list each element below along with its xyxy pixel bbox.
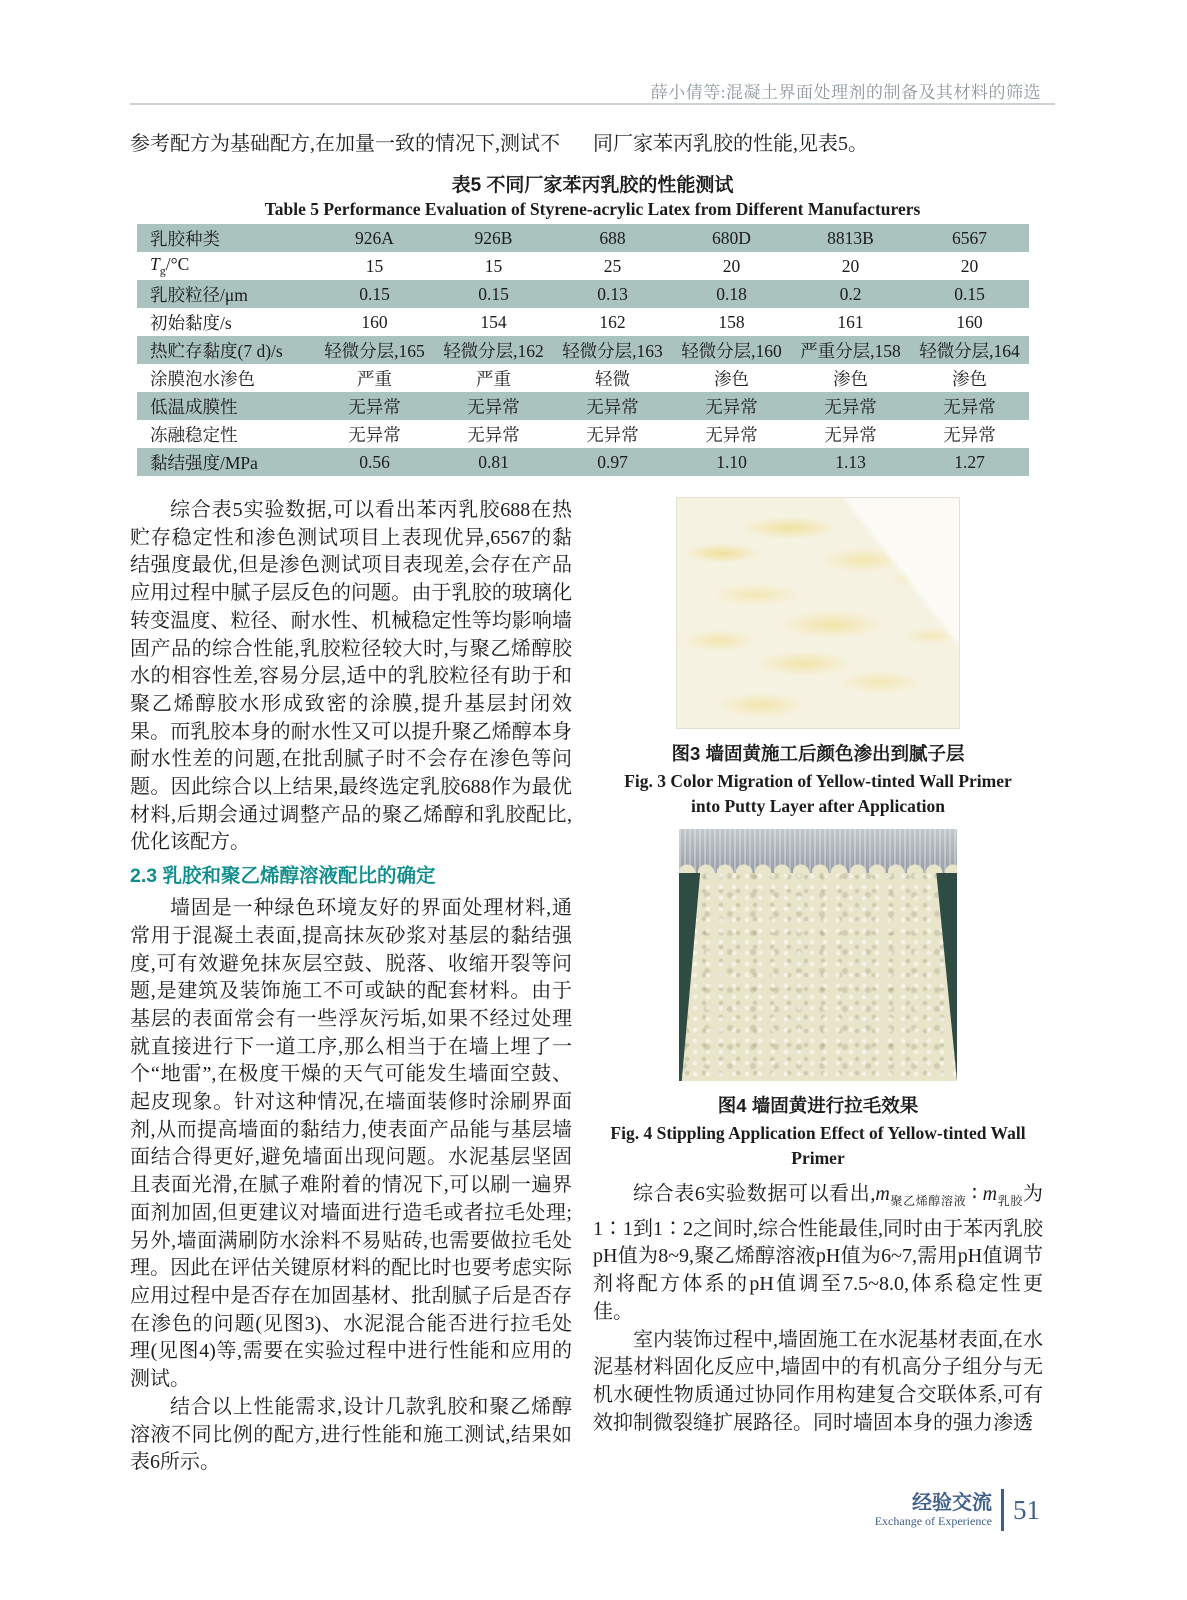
- table5-cell: 轻微分层,164: [919, 340, 1020, 361]
- table5-cell: 轻微分层,165: [324, 340, 425, 361]
- table5-row: [137, 420, 1029, 448]
- table5-cell: 无异常: [467, 424, 520, 445]
- table5-cell: 渗色: [714, 368, 749, 389]
- table5-cell: 161: [837, 311, 864, 332]
- table5-cell: 15: [365, 255, 384, 276]
- figure4-caption-cn: 图4 墙固黄进行拉毛效果: [717, 1095, 919, 1116]
- table5-cell: 无异常: [705, 396, 758, 417]
- footer-section-cn: 经验交流: [912, 1491, 992, 1514]
- table5-cell: 15: [484, 255, 503, 276]
- table5-row: [137, 280, 1029, 308]
- left-column: [130, 497, 572, 1477]
- footer: [875, 1489, 1040, 1531]
- figure3-caption-en: Fig. 3 Color Migration of Yellow-tinted Wall Primer into Putty Layer after Application: [624, 771, 1012, 816]
- header-rule: [130, 103, 1055, 105]
- table5-cell: 154: [480, 311, 507, 332]
- table5-row-label: 冻融稳定性: [150, 424, 238, 445]
- table5-cell: 轻微分层,163: [562, 340, 663, 361]
- table5-row: [137, 252, 1029, 280]
- table5-cell: 渗色: [952, 368, 987, 389]
- table5-cell: 轻微分层,162: [443, 340, 544, 361]
- table5-row: [137, 364, 1029, 392]
- table5-cell: 158: [718, 311, 745, 332]
- table5-row: [137, 392, 1029, 420]
- figure4-caption-en: Fig. 4 Stippling Application Effect of Yellow-tinted Wall Primer: [610, 1123, 1026, 1168]
- table5-cell: 0.97: [597, 451, 628, 472]
- left-paragraph-3: 结合以上性能需求,设计几款乳胶和聚乙烯醇溶液不同比例的配方,进行性能和施工测试,结果如表6所示。: [130, 1395, 572, 1474]
- table5-cell: 渗色: [833, 368, 868, 389]
- table5-row: [137, 448, 1029, 476]
- table5-row-label: 低温成膜性: [150, 396, 238, 417]
- table5-cell: 926B: [474, 227, 513, 248]
- table5-cell: 严重: [357, 368, 392, 389]
- table5-row: [137, 224, 1029, 252]
- section-heading-2-3: 2.3 乳胶和聚乙烯醇溶液配比的确定: [130, 865, 436, 888]
- table5-cell: 0.81: [478, 451, 509, 472]
- table5-body: [137, 224, 1029, 476]
- table5-cell: 160: [361, 311, 388, 332]
- table5-cell: 无异常: [467, 396, 520, 417]
- left-paragraph-2: 墙固是一种绿色环境友好的界面处理材料,通常用于混凝土表面,提高抹灰砂浆对基层的黏结强度,可有效避免抹灰层空鼓、脱落、收缩开裂等问题,是建筑及装饰施工不可或缺的配套材料。由于基层的表面常会有一些浮灰污垢,如果不经过处理就直接进行下一道工序,那么相当于在墙上埋了一个“地雷”,在极度干燥的天气可能发生墙面空鼓、起皮现象。针对这种情况,在墙面装修时涂刷界面剂,从而提高墙面的黏结力,使表面产品能与基层墙面结合得更好,避免墙面出现问题。水泥基层坚固且表面光滑,在腻子难附着的情况下,可以刷一遍界面剂加固,但更建议对墙面进行造毛或者拉毛处理;另外,墙面满刷防水涂料不易贴砖,也需要做拉毛处理。因此在评估关键原材料的配比时也要考虑实际应用过程中是否存在加固基材、批刮腻子后是否存在渗色的问题(见图3)、水泥混合能否进行拉毛处理(见图4)等,需要在实验过程中进行性能和应用的测试。: [130, 897, 572, 1391]
- table5-title-cn: 表5 不同厂家苯丙乳胶的性能测试: [451, 175, 734, 196]
- table5-cell: 160: [956, 311, 983, 332]
- table5-cell: 无异常: [586, 424, 639, 445]
- intro-text-left: 参考配方为基础配方,在加量一致的情况下,测试不: [130, 133, 560, 155]
- left-paragraph-1: 综合表5实验数据,可以看出苯丙乳胶688在热贮存稳定性和渗色测试项目上表现优异,6567的黏结强度最优,但是渗色测试项目表现差,会存在产品应用过程中腻子层反色的问题。由于乳胶的玻璃化转变温度、粒径、耐水性、机械稳定性等均影响墙固产品的综合性能,乳胶粒径较大时,与聚乙烯醇胶水的相容性差,容易分层,适中的乳胶粒径有助于和聚乙烯醇胶水形成致密的涂膜,提升基层封闭效果。而乳胶本身的耐水性又可以提升聚乙烯醇本身耐水性差的问题,在批刮腻子时不会存在渗色等问题。因此综合以上结果,最终选定乳胶688作为最优材料,后期会通过调整产品的聚乙烯醇和乳胶配比,优化该配方。: [130, 499, 572, 854]
- table5-cell: 926A: [355, 227, 394, 248]
- table5-row: [137, 308, 1029, 336]
- right-paragraph-1: 综合表6实验数据可以看出$,m_{聚乙烯醇溶液}$ ∶ $m_{乳胶}$为1∶1到1∶2之间时,综合性能最佳,同时由于苯丙乳胶pH值为8~9,聚乙烯醇溶液pH值为6~7,需用pH值调节剂将配方体系的pH值调至7.5~8.0,体系稳定性更佳。: [593, 1183, 1043, 1323]
- table5-row-label: 涂膜泡水渗色: [150, 368, 255, 389]
- figure4-photo: [679, 829, 957, 1081]
- table5-cell: 25: [603, 255, 622, 276]
- intro-text-right: 同厂家苯丙乳胶的性能,见表5。: [593, 133, 868, 155]
- table5-cell: 1.13: [835, 451, 866, 472]
- table5-cell: 无异常: [824, 424, 877, 445]
- table5-cell: 680D: [712, 227, 751, 248]
- table5-row-label: 黏结强度/MPa: [150, 452, 258, 473]
- table5-cell: 无异常: [348, 396, 401, 417]
- table5-cell: 无异常: [586, 396, 639, 417]
- table5-cell: 8813B: [827, 227, 874, 248]
- figure3-photo: [676, 497, 960, 729]
- footer-section-en: Exchange of Experience: [874, 1513, 992, 1528]
- table5-cell: 20: [722, 255, 741, 276]
- table5-row-label: 乳胶粒径/μm: [150, 284, 248, 305]
- table5-cell: 688: [599, 227, 626, 248]
- table5-cell: 轻微分层,160: [681, 340, 782, 361]
- table5-cell: 0.15: [954, 283, 985, 304]
- footer-divider-bar: [1001, 1489, 1004, 1531]
- table5-cell: 无异常: [824, 396, 877, 417]
- table5-cell: 无异常: [943, 396, 996, 417]
- right-column: [593, 497, 1043, 1437]
- table5-cell: 严重分层,158: [800, 340, 901, 361]
- table5-cell: 轻微: [595, 368, 630, 389]
- figure3-caption-cn: 图3 墙固黄施工后颜色渗出到腻子层: [671, 743, 965, 764]
- table5-cell: 162: [599, 311, 626, 332]
- table5-cell: 无异常: [348, 424, 401, 445]
- table5-row: [137, 336, 1029, 364]
- table5-cell: 6567: [952, 227, 987, 248]
- table5-cell: 1.10: [716, 451, 747, 472]
- table5-row-label: 热贮存黏度(7 d)/s: [150, 340, 283, 361]
- table5-cell: 严重: [476, 368, 511, 389]
- table5-cell: 20: [960, 255, 979, 276]
- table5-cell: 0.2: [839, 283, 862, 304]
- right-paragraph-2: 室内装饰过程中,墙固施工在水泥基材表面,在水泥基材料固化反应中,墙固中的有机高分子组分与无机水硬性物质通过协同作用构建复合交联体系,可有效抑制微裂缝扩展路径。同时墙固本身的强力渗透: [593, 1328, 1043, 1434]
- table5-cell: 0.18: [716, 283, 747, 304]
- table5-cell: 0.15: [478, 283, 509, 304]
- figure4-gray-band: [679, 829, 957, 873]
- running-head: 薛小倩等:混凝土界面处理剂的制备及其材料的筛选: [650, 83, 1041, 102]
- table5-cell: 1.27: [954, 451, 985, 472]
- table5-row-label: $T_g/^\circ C$: [150, 253, 190, 278]
- table5-cell: 0.56: [359, 451, 390, 472]
- table5-row-label: 乳胶种类: [150, 228, 220, 249]
- page-number: 51: [1013, 1494, 1040, 1525]
- table5-cell: 0.13: [597, 283, 628, 304]
- table5-title-en: Table 5 Performance Evaluation of Styrene-acrylic Latex from Different Manufacturers: [264, 199, 921, 219]
- table5-row-label: 初始黏度/s: [150, 312, 232, 333]
- footer-section-labels: [875, 1492, 992, 1529]
- table5-cell: 0.15: [359, 283, 390, 304]
- table5-cell: 20: [841, 255, 860, 276]
- table5-cell: 无异常: [705, 424, 758, 445]
- table5-cell: 无异常: [943, 424, 996, 445]
